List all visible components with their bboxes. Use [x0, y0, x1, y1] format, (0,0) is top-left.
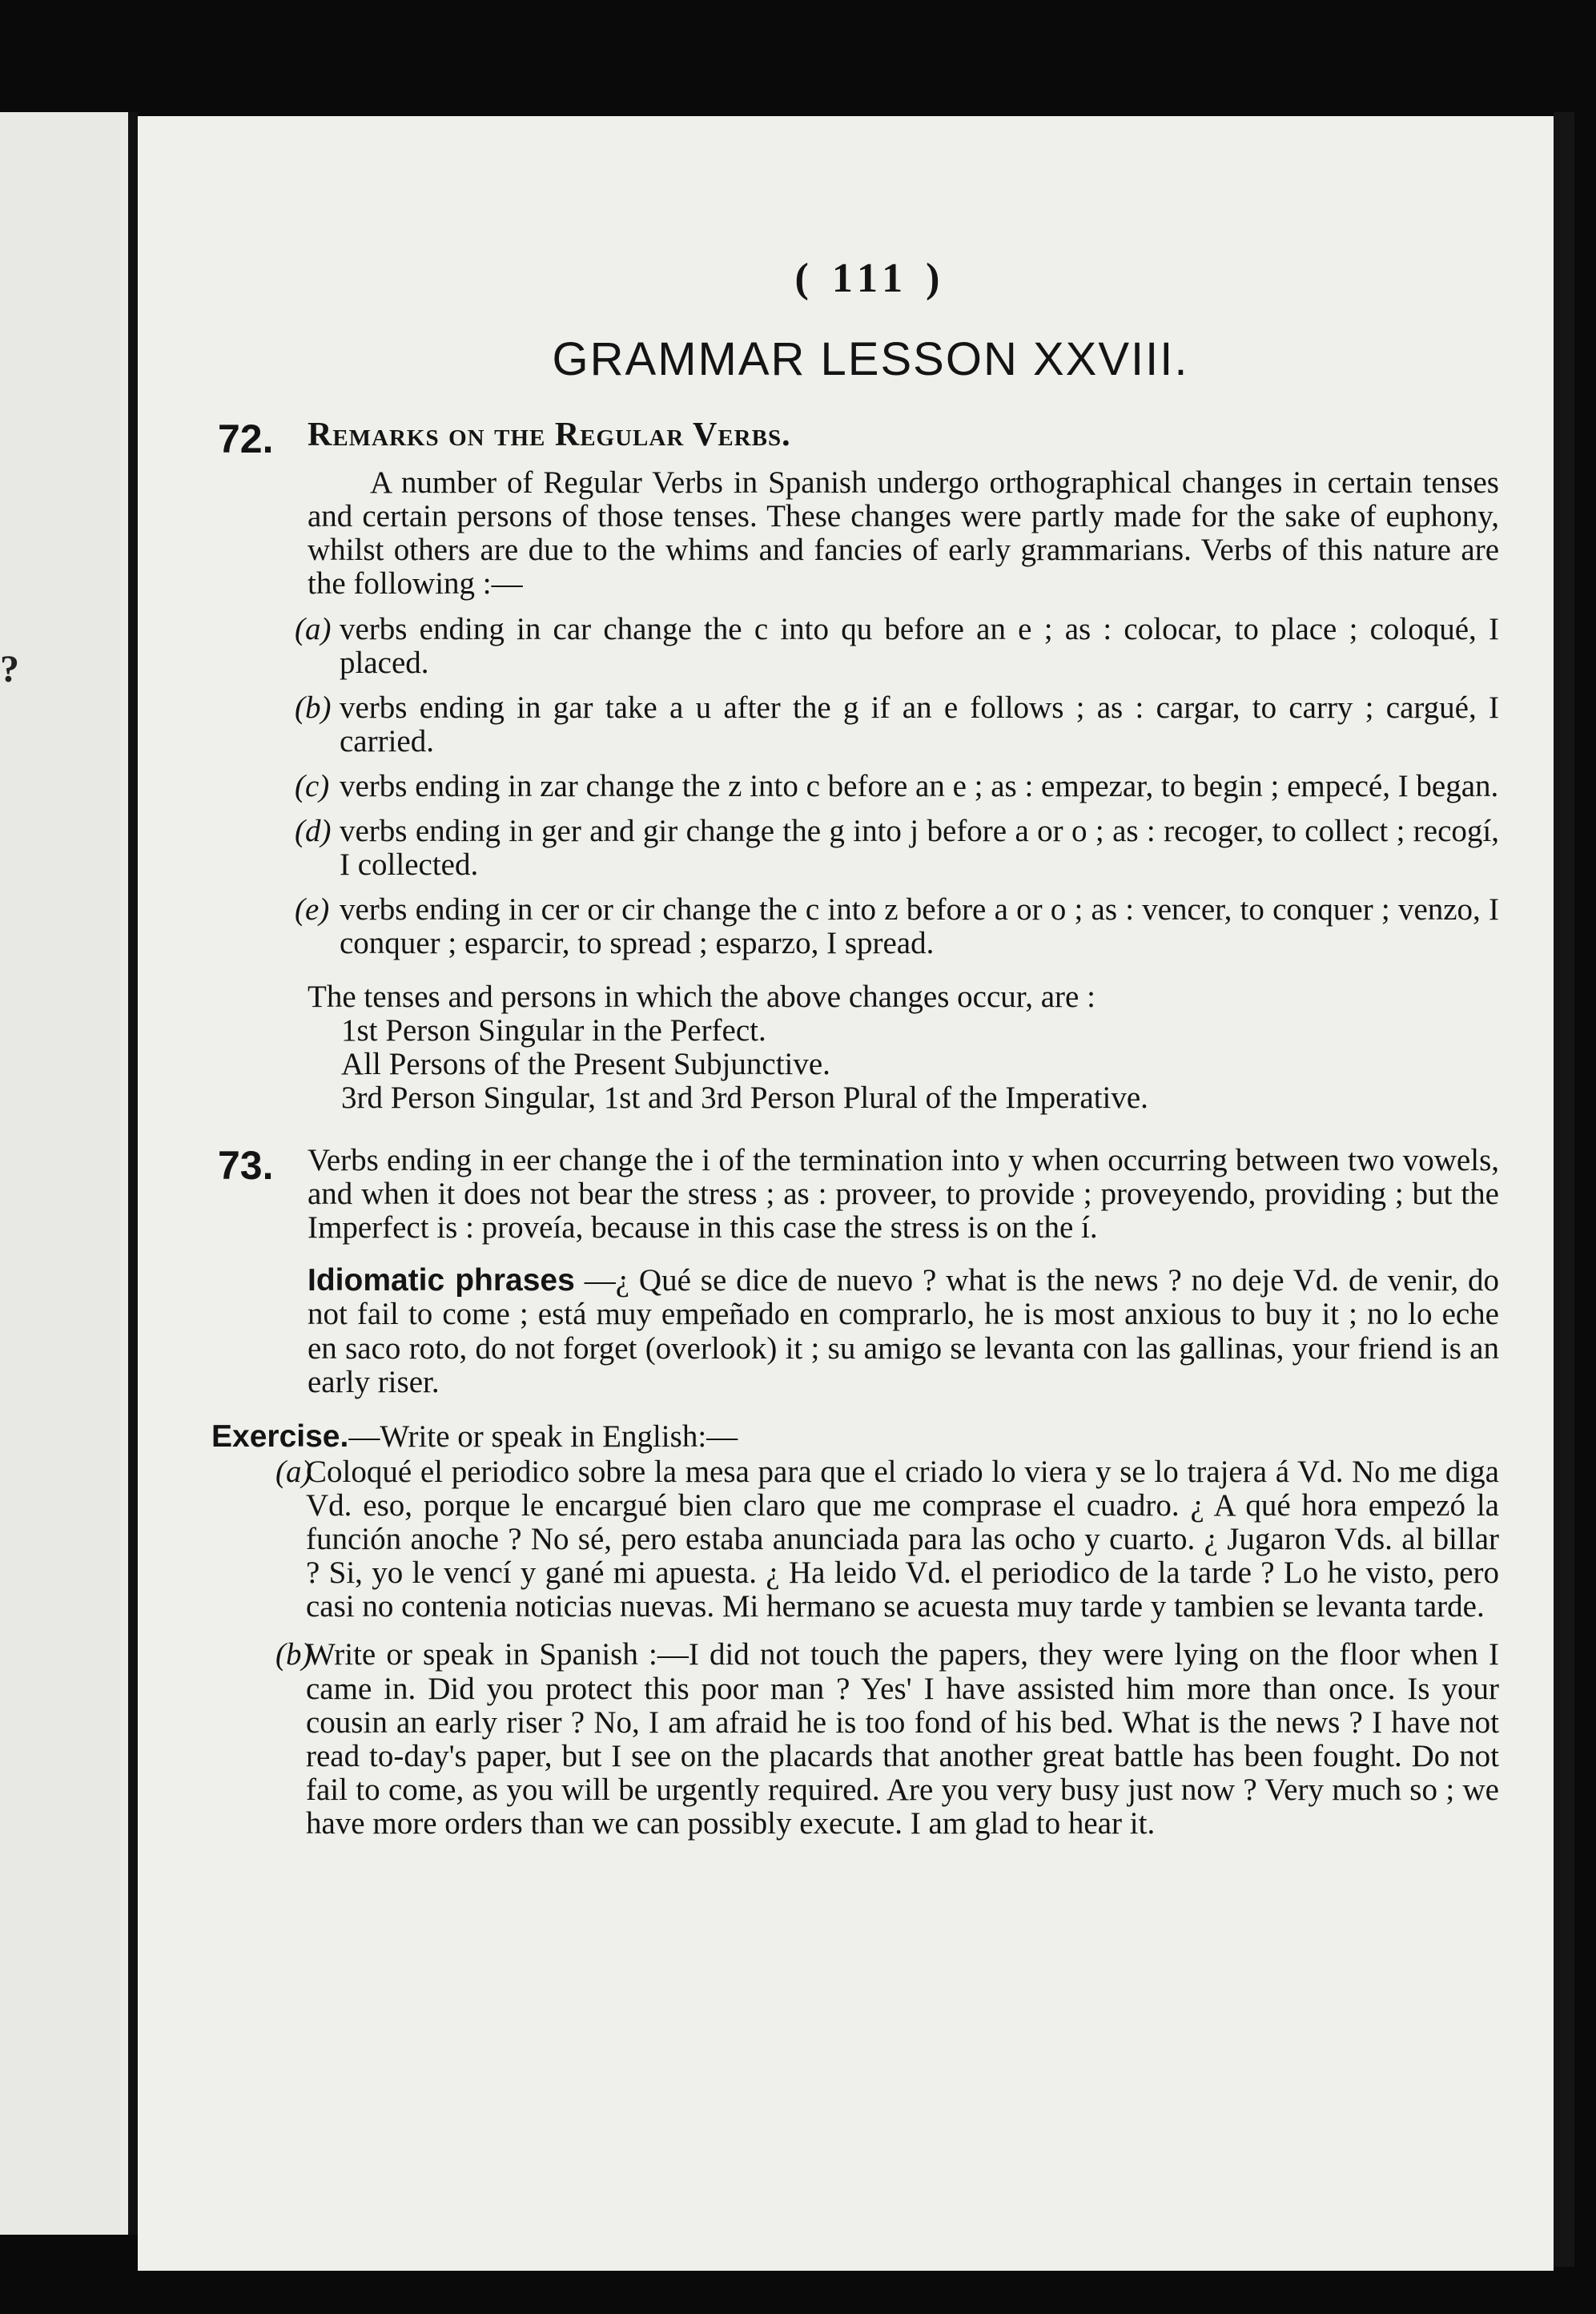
- idiom-text: —¿ Qué se dice de nuevo ? what is the news ? no deje Vd. de venir, do not fail to come ; está muy empeñado en comprarlo, he is most anxious to buy it ; no lo eche en saco roto, do not forget (overlook) it ; su amigo se levanta con las gallinas, your friend is an early riser.: [308, 1263, 1500, 1399]
- rule-label: (d): [295, 814, 332, 849]
- rule-text: verbs ending in zar change the z into c before an e ; as : empezar, to begin ; empecé, I began.: [340, 769, 1499, 804]
- rule-item: [295, 769, 1499, 804]
- facing-page-fragment: ?: [0, 648, 19, 690]
- section-number: 72.: [218, 416, 274, 461]
- book-page: [138, 116, 1554, 2271]
- section-number: 73.: [218, 1143, 274, 1188]
- rule-text: verbs ending in car change the c into qu before an e ; as : colocar, to place ; coloqué, I placed.: [340, 611, 1499, 680]
- rule-item: [295, 611, 1499, 680]
- rule-label: (b): [295, 690, 332, 725]
- tenses-intro: The tenses and persons in which the above changes occur, are :: [308, 979, 1095, 1014]
- rule-list: [295, 611, 1499, 961]
- rule-label: (a): [295, 611, 332, 646]
- tenses-block: [308, 980, 1499, 1115]
- exercise-instruction: —Write or speak in English:—: [348, 1419, 738, 1454]
- exercise-text: Write or speak in Spanish :—I did not touch the papers, they were lying on the floor when I came in. Did you protect this poor man ? Yes' I have assisted him more than once. Is your cousin an early riser ? No, I am afraid he is too fond of his bed. What is the news ? I have not read to-day's paper, but I see on the placards that another great battle has been fought. Do not fail to come, as you will be urgently required. Are you very busy just now ? Very much so ; we have more orders than we can possibly execute. I am glad to hear it.: [306, 1637, 1499, 1841]
- book-gutter: [128, 112, 138, 2235]
- lesson-title: GRAMMAR LESSON XXVIII.: [552, 333, 1189, 386]
- facing-page-edge: [0, 112, 128, 2235]
- rule-label: (e): [295, 892, 330, 928]
- tense-line: All Persons of the Present Subjunctive.: [341, 1046, 830, 1081]
- rule-label: (c): [295, 769, 330, 804]
- rule-text: verbs ending in gar take a u after the g if an e follows ; as : cargar, to carry ; cargué, I carried.: [340, 690, 1499, 759]
- exercise-label: (b): [275, 1637, 312, 1672]
- exercise-part-b: [211, 1638, 1499, 1841]
- section-heading: Remarks on the Regular Verbs.: [308, 416, 791, 453]
- page-content: [211, 256, 1500, 1841]
- tense-line: 3rd Person Singular, 1st and 3rd Person Plural of the Imperative.: [341, 1080, 1148, 1115]
- rule-text: verbs ending in cer or cir change the c into z before a or o ; as : vencer, to conquer ; venzo, I conquer ; esparcir, to spread ; esparzo, I spread.: [340, 892, 1499, 961]
- page-number: ( 111 ): [794, 256, 947, 301]
- rule-text: verbs ending in ger and gir change the g into j before a or o ; as : recoger, to collect ; recogí, I collected.: [340, 814, 1499, 883]
- exercise-text: Coloqué el periodico sobre la mesa para que el criado lo viera y se lo trajera á Vd. No me diga Vd. eso, porque le encargué bien claro que me comprase el cuadro. ¿ A qué hora empezó la función anoche ? No sé, pero estaba anunciada para las ocho y cuarto. ¿ Jugaron Vds. al billar ? Si, yo le vencí y gané mi apuesta. ¿ Ha leido Vd. el periodico de la tarde ? Lo he visto, pero casi no contenia noticias nuevas. Mi hermano se acuesta muy tarde y tambien se levanta tarde.: [306, 1454, 1499, 1624]
- section-73: [218, 1144, 1499, 1245]
- idiomatic-phrases: [218, 1264, 1499, 1398]
- exercise-label: (a): [275, 1454, 312, 1489]
- section-intro: A number of Regular Verbs in Spanish undergo orthographical changes in certain tenses and certain persons of those tenses. These changes were partly made for the sake of euphony, whilst others are due to the whims and fancies of early grammarians. Verbs of this nature are the following :—: [308, 465, 1499, 602]
- idiom-paragraph: [308, 1264, 1499, 1398]
- rule-item: [295, 690, 1499, 759]
- exercise-lead: Exercise.: [211, 1419, 349, 1454]
- section-text: Verbs ending in eer change the i of the termination into y when occurring between two vowels, and when it does not bear the stress ; as : proveer, to provide ; proveyendo, providing ; but the Imperfect is : proveía, because in this case the stress is on the í.: [308, 1143, 1499, 1246]
- exercise-header: [211, 1420, 1499, 1454]
- section-72: [218, 417, 1499, 1115]
- tense-line: 1st Person Singular in the Perfect.: [341, 1012, 766, 1048]
- page-edge: [1554, 112, 1574, 2267]
- exercise-part-a: [211, 1455, 1499, 1624]
- rule-item: [295, 814, 1499, 883]
- exercise: [211, 1420, 1499, 1841]
- rule-item: [295, 892, 1499, 961]
- idiom-lead: Idiomatic phrases: [308, 1263, 575, 1298]
